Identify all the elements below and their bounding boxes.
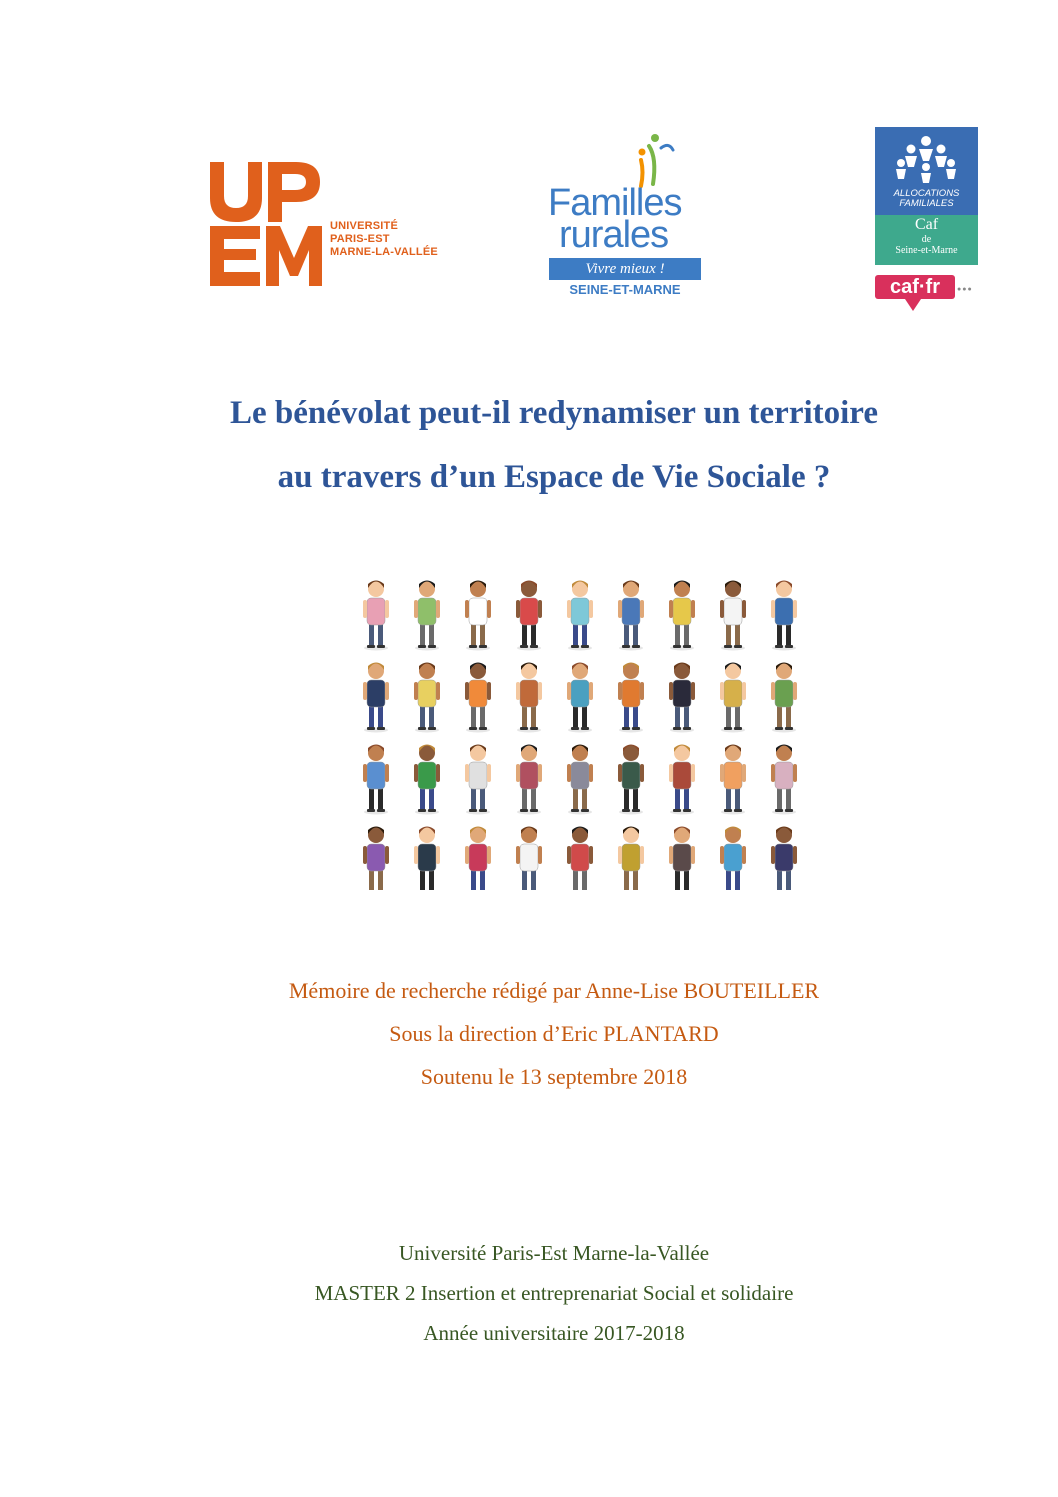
familles-rurales-region: SEINE-ET-MARNE (569, 282, 681, 297)
person-figure (414, 745, 440, 815)
person-figure (720, 663, 746, 733)
person-figure (720, 745, 746, 815)
caf-fr-badge: caf·fr (875, 275, 955, 299)
person-figure (669, 581, 695, 651)
person-figure (669, 827, 695, 891)
caf-name: Caf (914, 216, 939, 233)
caf-allocations-text (875, 189, 978, 209)
person-figure (465, 745, 491, 815)
person-figure (669, 663, 695, 733)
caf-logo (875, 127, 979, 317)
person-figure (618, 827, 644, 891)
defense-date-line: Soutenu le 13 septembre 2018 (420, 1064, 688, 1089)
familles-rurales-tagline: Vivre mieux ! (549, 258, 701, 280)
familles-rurales-logo (545, 132, 705, 302)
upem-letters-graphic (210, 162, 322, 286)
person-figure (669, 745, 695, 815)
upem-logo (210, 162, 450, 286)
caf-name-panel (875, 215, 978, 265)
caf-family-icon (875, 127, 978, 189)
upem-line: MARNE-LA-VALLÉE (330, 246, 438, 258)
person-figure (363, 663, 389, 733)
caf-familiales: FAMILIALES (899, 198, 954, 209)
person-figure (363, 581, 389, 651)
person-figure (363, 745, 389, 815)
upem-line: PARIS-EST (330, 233, 390, 245)
caf-emblem-panel (875, 127, 978, 215)
person-figure (567, 827, 593, 891)
person-figure (720, 827, 746, 891)
person-figure (414, 581, 440, 651)
people-illustration (354, 570, 814, 890)
person-figure (414, 663, 440, 733)
author-line: Mémoire de recherche rédigé par Anne-Lise BOUTEILLER (288, 978, 820, 1003)
caf-dots-icon: ●●● (957, 285, 973, 293)
person-figure (414, 827, 440, 891)
person-figure (516, 581, 542, 651)
person-figure (720, 581, 746, 651)
person-figure (771, 827, 797, 891)
person-figure (465, 581, 491, 651)
title-line-1: Le bénévolat peut-il redynamiser un territoire (230, 395, 878, 431)
person-figure (516, 745, 542, 815)
person-figure (771, 581, 797, 651)
rurales-word: rurales (559, 214, 669, 256)
person-figure (516, 827, 542, 891)
person-figure (618, 581, 644, 651)
master-program-line: MASTER 2 Insertion et entreprenariat Social et solidaire (314, 1281, 794, 1305)
caf-speech-tail (905, 299, 921, 311)
person-figure (465, 827, 491, 891)
familles-word: Familles (548, 182, 682, 224)
title-line-2: au travers d’un Espace de Vie Sociale ? (277, 459, 831, 495)
upem-line: UNIVERSITÉ (330, 220, 399, 232)
caf-department: Seine-et-Marne (895, 245, 958, 256)
caf-de: de (921, 234, 932, 245)
upem-wordmark (330, 220, 438, 259)
supervisor-line: Sous la direction d’Eric PLANTARD (389, 1021, 719, 1046)
caf-allocations: ALLOCATIONS (893, 188, 960, 199)
academic-year-line: Année universitaire 2017-2018 (423, 1321, 685, 1345)
person-figure (771, 663, 797, 733)
university-line: Université Paris-Est Marne-la-Vallée (398, 1241, 710, 1265)
person-figure (618, 663, 644, 733)
person-figure (618, 745, 644, 815)
people-illustration-graphic (354, 570, 814, 890)
person-figure (567, 581, 593, 651)
person-figure (363, 827, 389, 891)
person-figure (465, 663, 491, 733)
person-figure (567, 745, 593, 815)
person-figure (516, 663, 542, 733)
person-figure (771, 745, 797, 815)
person-figure (567, 663, 593, 733)
